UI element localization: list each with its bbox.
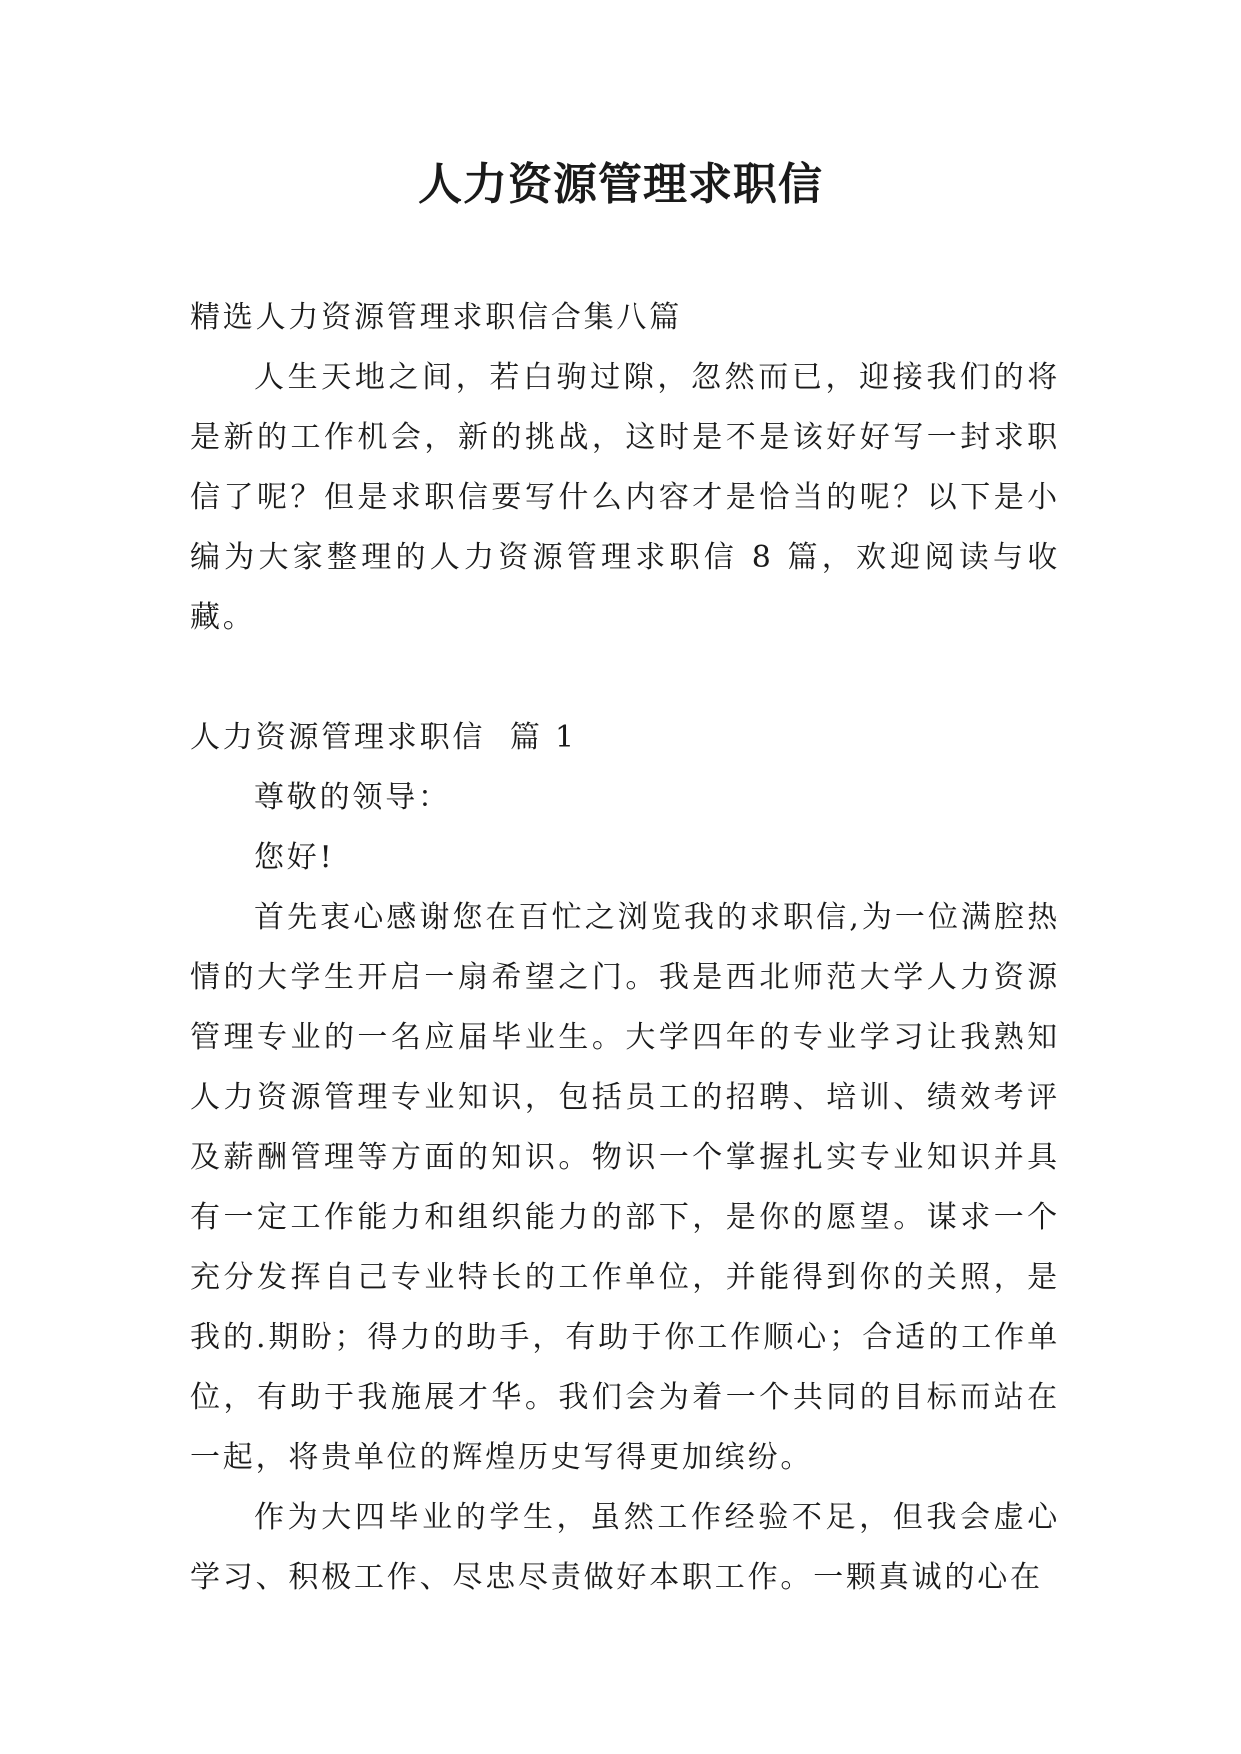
- document-body: [190, 288, 1060, 1608]
- intro-paragraph: 人生天地之间，若白驹过隙，忽然而已，迎接我们的将是新的工作机会，新的挑战，这时是不是该好好写一封求职信了呢？但是求职信要写什么内容才是恰当的呢？以下是小编为大家整理的人力资源管理求职信 8 篇，欢迎阅读与收藏。: [190, 360, 1060, 635]
- page-title: 人力资源管理求职信: [418, 159, 823, 210]
- subtitle: 精选人力资源管理求职信合集八篇: [190, 300, 682, 335]
- body-paragraph: 首先衷心感谢您在百忙之浏览我的求职信,为一位满腔热情的大学生开启一扇希望之门。我是西北师范大学人力资源管理专业的一名应届毕业生。大学四年的专业学习让我熟知人力资源管理专业知识，包括员工的招聘、培训、绩效考评及薪酬管理等方面的知识。物识一个掌握扎实专业知识并具有一定工作能力和组织能力的部下，是你的愿望。谋求一个充分发挥自己专业特长的工作单位，并能得到你的关照，是我的.期盼；得力的助手，有助于你工作顺心；合适的工作单位，有助于我施展才华。我们会为着一个共同的目标而站在一起，将贵单位的辉煌历史写得更加缤纷。: [190, 900, 1060, 1475]
- section-heading: 人力资源管理求职信 篇 1: [190, 720, 577, 755]
- salutation: 尊敬的领导：: [254, 780, 451, 815]
- greeting: 您好!: [254, 840, 335, 875]
- body-paragraph: 作为大四毕业的学生，虽然工作经验不足，但我会虚心学习、积极工作、尽忠尽责做好本职工作。一颗真诚的心在: [190, 1500, 1060, 1595]
- section-spacer: [190, 648, 1060, 708]
